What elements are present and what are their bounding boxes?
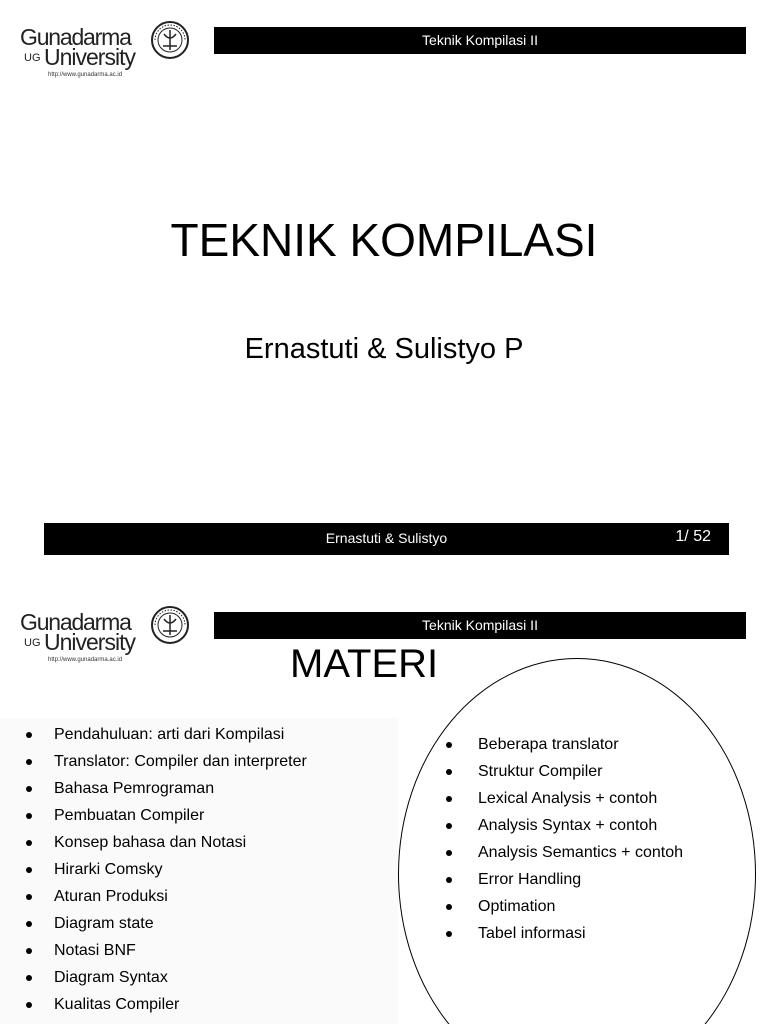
list-item [24,937,307,964]
list-item-label: Analysis Semantics + contoh [478,844,683,861]
bullet-icon [26,840,32,846]
university-seal-icon [150,605,190,645]
bullet-icon [446,931,452,937]
bullet-icon [26,894,32,900]
right-topic-list [442,731,683,947]
list-item-label: Lexical Analysis + contoh [478,790,658,807]
list-item [442,758,683,785]
university-logo [20,16,195,84]
bullet-icon [26,813,32,819]
footer-bar [44,523,729,555]
bullet-icon [26,867,32,873]
bullet-icon [446,850,452,856]
list-item-label: Analysis Syntax + contoh [478,817,658,834]
university-logo [20,601,195,669]
list-item [442,893,683,920]
list-item [24,829,307,856]
bullet-icon [446,823,452,829]
header-bar: Teknik Kompilasi II [214,612,746,639]
list-item [24,775,307,802]
list-item [24,883,307,910]
list-item-label: Diagram Syntax [54,969,168,986]
list-item [24,748,307,775]
bullet-icon [26,759,32,765]
list-item [442,731,683,758]
header-bar: Teknik Kompilasi II [214,27,746,54]
list-item [442,785,683,812]
bullet-icon [446,796,452,802]
footer-text: Ernastuti & Sulistyo [325,530,448,546]
bullet-icon [446,742,452,748]
bullet-icon [26,1002,32,1008]
list-item-label: Translator: Compiler dan interpreter [54,753,307,770]
list-item-label: Tabel informasi [478,925,586,942]
list-item-label: Notasi BNF [54,942,136,959]
logo-uc: UG [24,637,41,649]
slide-title: TEKNIK KOMPILASI [170,214,598,266]
list-item-label: Pendahuluan: arti dari Kompilasi [54,726,285,743]
logo-name-top: Gunadarma [20,609,131,635]
logo-name-bottom: University [44,44,135,70]
bullet-icon [26,786,32,792]
bullet-icon [446,877,452,883]
bullet-icon [446,904,452,910]
left-topic-list [24,721,307,1018]
university-seal-icon [150,20,190,60]
list-item-label: Error Handling [478,871,582,888]
bullet-icon [26,921,32,927]
logo-url: http://www.gunadarma.ac.id [48,657,123,663]
slide-authors: Ernastuti & Sulistyo P [244,333,524,365]
bullet-icon [446,769,452,775]
logo-uc: UG [24,52,41,64]
list-item [24,856,307,883]
logo-name-bottom: University [44,629,135,655]
list-item-label: Optimation [478,898,556,915]
list-item [24,910,307,937]
list-item-label: Struktur Compiler [478,763,603,780]
list-item-label: Beberapa translator [478,736,619,753]
list-item [442,812,683,839]
list-item-label: Konsep bahasa dan Notasi [54,834,247,851]
list-item-label: Bahasa Pemrograman [54,780,215,797]
list-item [442,920,683,947]
page-number: 1/ 52 [675,528,711,545]
bullet-icon [26,975,32,981]
slide-2 [0,585,768,1024]
list-item [24,802,307,829]
list-item [442,839,683,866]
list-item [24,721,307,748]
list-item [24,991,307,1018]
bullet-icon [26,732,32,738]
bullet-icon [26,948,32,954]
logo-name-top: Gunadarma [20,24,131,50]
logo-url: http://www.gunadarma.ac.id [48,72,123,78]
list-item-label: Diagram state [54,915,154,932]
list-item-label: Kualitas Compiler [54,996,180,1013]
list-item-label: Pembuatan Compiler [54,807,205,824]
list-item [442,866,683,893]
list-item-label: Aturan Produksi [54,888,168,905]
slide-title: MATERI [290,642,439,686]
list-item [24,964,307,991]
list-item-label: Hirarki Comsky [54,861,163,878]
